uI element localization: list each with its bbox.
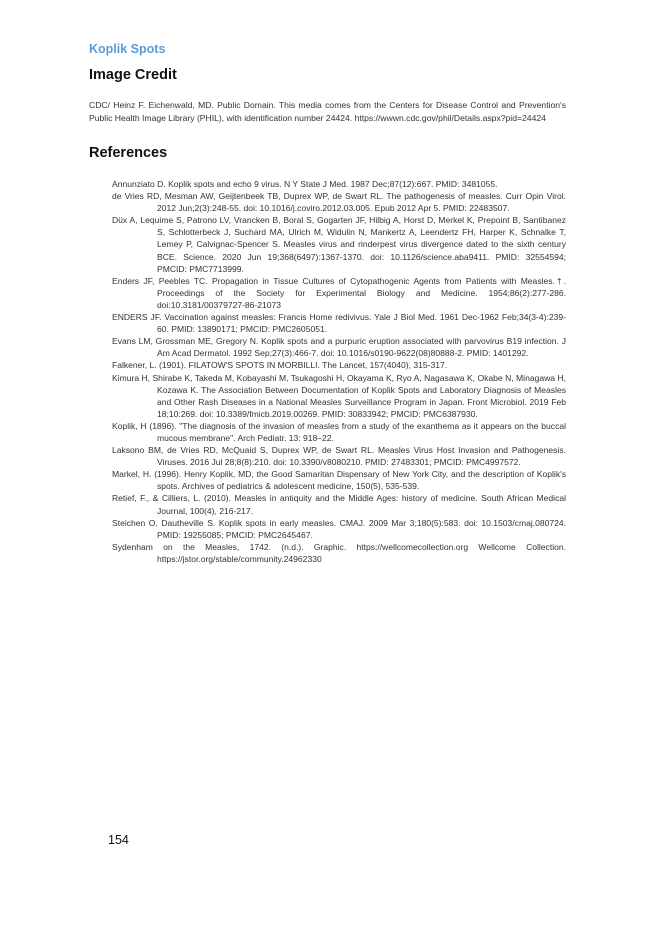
reference-list — [112, 178, 566, 565]
reference-item: Enders JF, Peebles TC. Propagation in Tissue Cultures of Cytopathogenic Agents from Patients with Measles.†. Proceedings of the Society for Experimental Biology and Medicine. 1954;86(2):277-286. doi:10.3181/00379727-86-21073 — [112, 275, 566, 310]
reference-item: Steichen O, Dautheville S. Koplik spots in early measles. CMAJ. 2009 Mar 3;180(5):583. doi: 10.1503/cmaj.080724. PMID: 19255085; PMCID: PMC2645467. — [112, 517, 566, 540]
reference-item: Laksono BM, de Vries RD, McQuaid S, Duprex WP, de Swart RL. Measles Virus Host Invasion and Pathogenesis. Viruses. 2016 Jul 28;8(8):210. doi: 10.3390/v8080210. PMID: 27483301; PMCID: PMC4997572. — [112, 445, 566, 468]
image-credit-text: CDC/ Heinz F. Eichenwald, MD. Public Domain. This media comes from the Centers for Disease Control and Prevention's Public Health Image Library (PHIL), with identification number 24424. https://wwwn.cdc.gov/phil/Details.aspx?pid=24424 — [89, 100, 566, 123]
reference-item: de Vries RD, Mesman AW, Geijtenbeek TB, Duprex WP, de Swart RL. The pathogenesis of measles. Curr Opin Virol. 2012 Jun;2(3):248-55. doi: 10.1016/j.coviro.2012.03.005. Epub 2012 Apr 5. PMID: 22483507. — [112, 191, 566, 214]
running-title: Koplik Spots — [89, 42, 166, 56]
reference-item: Evans LM, Grossman ME, Gregory N. Koplik spots and a purpuric eruption associated with parvovirus B19 infection. J Am Acad Dermatol. 1992 Sep;27(3):466-7. doi: 10.1016/s0190-9622(08)80888-2. PMID: 1401292. — [112, 336, 566, 359]
reference-item: Kimura H, Shirabe K, Takeda M, Kobayashi M, Tsukagoshi H, Okayama K, Ryo A, Nagasawa K, Okabe N, Minagawa H, Kozawa K. The Association Between Documentation of Koplik Spots and Laboratory Diagnosis of Measles and Other Rash Diseases in a National Measles Surveillance Program in Japan. Front Microbiol. 2019 Feb 18;10:269. doi: 10.3389/fmicb.2019.00269. PMID: 30833942; PMCID: PMC6387930. — [112, 372, 566, 419]
reference-item: Markel, H. (1996). Henry Koplik, MD, the Good Samaritan Dispensary of New York City, and the description of Koplik's spots. Archives of pediatrics & adolescent medicine, 150(5), 535-539. — [112, 469, 566, 492]
reference-item: Koplik, H (1896). "The diagnosis of the invasion of measles from a study of the exanthema as it appears on the buccal mucous membrane". Arch Pediatr. 13: 918–22. — [112, 420, 566, 443]
reference-item: Düx A, Lequime S, Patrono LV, Vrancken B, Boral S, Gogarten JF, Hilbig A, Horst D, Merkel K, Prepoint B, Santibanez S, Schlotterbeck J, Suchard MA, Ulrich M, Widulin N, Mankertz A, Leendertz FH, Harper K, Schnalke T, Lemey P, Calvignac-Spencer S. Measles virus and rinderpest virus divergence dated to the sixth century BCE. Science. 2020 Jun 19;368(6497):1367-1370. doi: 10.1126/science.aba9411. PMID: 32554594; PMCID: PMC7713999. — [112, 215, 566, 274]
reference-item: Annunziato D. Koplik spots and echo 9 virus. N Y State J Med. 1987 Dec;87(12):667. PMID: 3481055. — [112, 179, 498, 189]
page-number: 154 — [108, 833, 129, 847]
reference-item: Falkener, L. (1901). FILATOW'S SPOTS IN MORBILLI. The Lancet, 157(4040), 315-317. — [112, 360, 448, 371]
reference-item: Sydenham on the Measles, 1742. (n.d.). Graphic. https://wellcomecollection.org Wellcome Collection. https://jstor.org/stable/community.24962330 — [112, 541, 566, 564]
reference-item: ENDERS JF. Vaccination against measles: Francis Home redivivus. Yale J Biol Med. 1961 Dec-1962 Feb;34(3-4):239-60. PMID: 13890171; PMCID: PMC2605051. — [112, 312, 566, 335]
image-credit-heading: Image Credit — [89, 67, 177, 83]
references-heading: References — [89, 145, 168, 161]
reference-item: Retief, F., & Cilliers, L. (2010). Measles in antiquity and the Middle Ages: history of medicine. South African Medical Journal, 100(4), 216-217. — [112, 493, 566, 516]
